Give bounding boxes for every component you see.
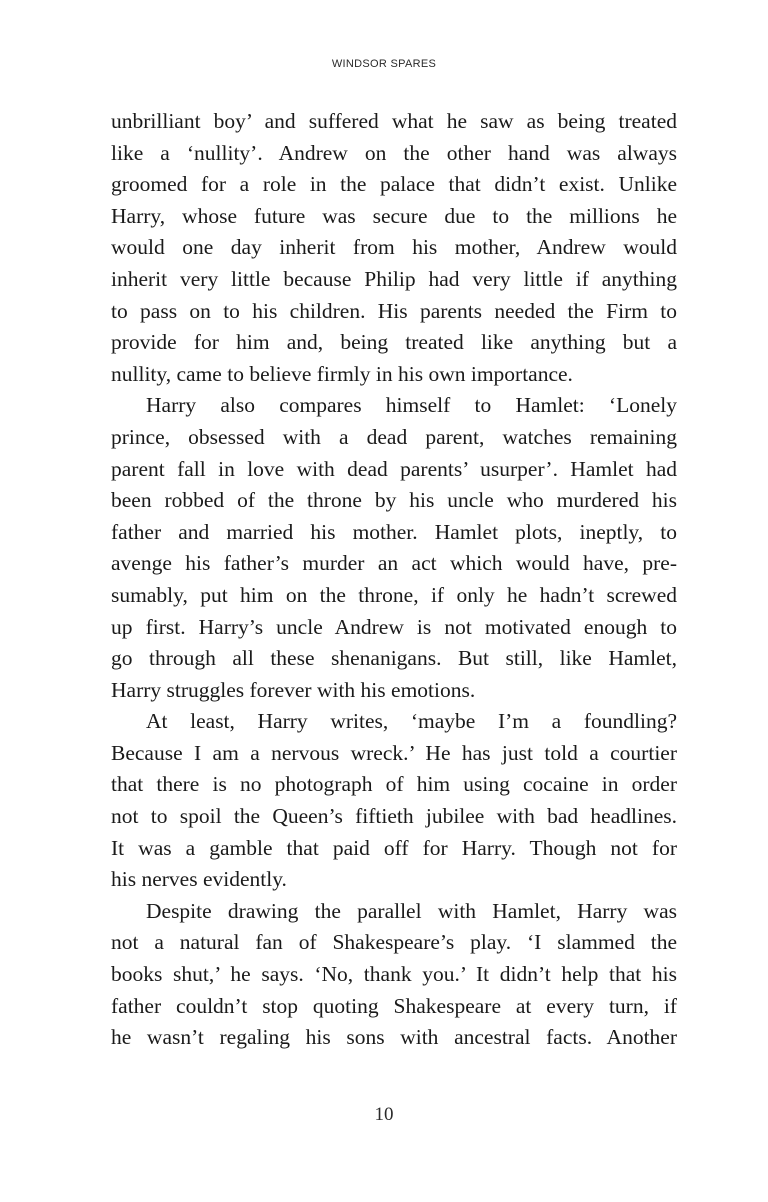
text-line: unbrilliant boy’ and suffered what he saw as being treated (111, 109, 677, 133)
text-line: father and married his mother. Hamlet plots, ineptly, to (111, 519, 677, 544)
text-line: would one day inherit from his mother, Andrew would (111, 235, 677, 260)
text-line: he wasn’t regaling his sons with ancestral facts. Another (111, 1025, 677, 1050)
text-line: father couldn’t stop quoting Shakespeare at every turn, if (111, 993, 677, 1018)
text-line: up first. Harry’s uncle Andrew is not motivated enough to (111, 614, 677, 639)
text-line: Harry also compares himself to Hamlet: ‘Lonely (146, 393, 677, 418)
text-line: It was a gamble that paid off for Harry. Though not for (111, 835, 677, 860)
text-line: go through all these shenanigans. But still, like Hamlet, (111, 646, 677, 671)
text-line: his nerves evidently. (111, 867, 287, 892)
text-line: Harry struggles forever with his emotions. (111, 677, 476, 702)
text-line: been robbed of the throne by his uncle who murdered his (111, 488, 677, 513)
text-line: inherit very little because Philip had very little if anything (111, 266, 677, 291)
text-line: provide for him and, being treated like anything but a (111, 330, 677, 355)
text-line: Despite drawing the parallel with Hamlet, Harry was (146, 898, 677, 923)
text-line: Harry, whose future was secure due to the millions he (111, 203, 677, 228)
text-line: that there is no photograph of him using cocaine in order (111, 772, 677, 797)
text-line: books shut,’ he says. ‘No, thank you.’ It didn’t help that his (111, 962, 677, 987)
page-number: 10 (374, 1104, 394, 1125)
body-text (111, 106, 677, 1054)
text-line: avenge his father’s murder an act which would have, pre- (111, 551, 677, 576)
text-line: nullity, came to believe firmly in his own importance. (111, 361, 573, 386)
text-line: prince, obsessed with a dead parent, watches remaining (111, 424, 677, 449)
text-line: to pass on to his children. His parents needed the Firm to (111, 298, 677, 323)
text-line: groomed for a role in the palace that didn’t exist. Unlike (111, 172, 677, 197)
running-head: WINDSOR SPARES (331, 58, 437, 70)
text-line: not a natural fan of Shakespeare’s play. ‘I slammed the (111, 930, 677, 955)
text-line: not to spoil the Queen’s fiftieth jubilee with bad headlines. (111, 804, 677, 829)
text-line: like a ‘nullity’. Andrew on the other hand was always (111, 140, 677, 165)
text-line: Because I am a nervous wreck.’ He has just told a courtier (111, 740, 677, 765)
text-line: At least, Harry writes, ‘maybe I’m a foundling? (146, 709, 677, 734)
text-line: parent fall in love with dead parents’ usurper’. Hamlet had (111, 456, 677, 481)
text-line: sumably, put him on the throne, if only he hadn’t screwed (111, 582, 677, 607)
